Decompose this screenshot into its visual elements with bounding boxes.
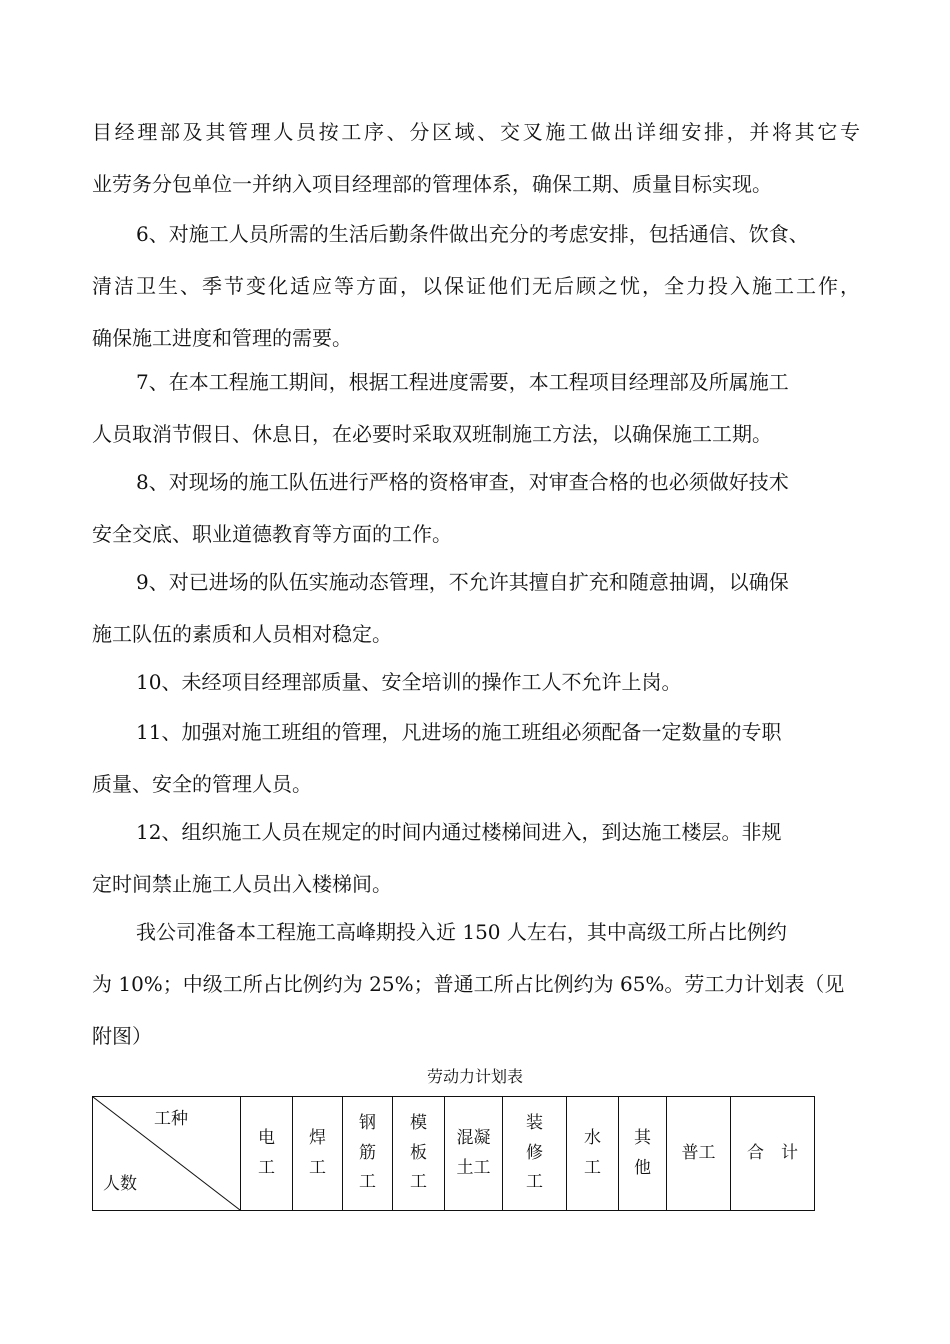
column-header: 焊工 [293,1097,343,1211]
paragraph-line: 12、组织施工人员在规定的时间内通过楼梯间进入，到达施工楼层。非规 [136,820,782,844]
paragraph [92,456,860,560]
paragraph-line: 施工队伍的素质和人员相对稳定。 [92,622,392,646]
column-header: 混凝土工 [445,1097,503,1211]
paragraph-line: 8、对现场的施工队伍进行严格的资格审查，对审查合格的也必须做好技术 [136,470,789,494]
paragraph [92,656,860,708]
paragraph [92,208,860,364]
paragraph-line: 目经理部及其管理人员按工序、分区域、交叉施工做出详细安排，并将其它专 [92,120,860,144]
table-corner-cell [93,1097,241,1211]
paragraph [92,906,860,1062]
column-header: 其他 [619,1097,667,1211]
column-header: 电工 [241,1097,293,1211]
column-header: 普工 [667,1097,731,1211]
paragraph-line: 9、对已进场的队伍实施动态管理，不允许其擅自扩充和随意抽调，以确保 [136,570,789,594]
paragraph [92,806,860,910]
paragraph-line: 安全交底、职业道德教育等方面的工作。 [92,522,452,546]
paragraph-line: 为 10%；中级工所占比例约为 25%；普通工所占比例约为 65%。劳工力计划表（见 [92,972,845,996]
paragraph [92,356,860,460]
table-header-row [93,1097,815,1211]
table-caption: 劳动力计划表 [426,1067,523,1086]
paragraph-line: 6、对施工人员所需的生活后勤条件做出充分的考虑安排，包括通信、饮食、 [136,222,809,246]
column-header: 钢筋工 [343,1097,393,1211]
paragraph [92,106,860,210]
corner-label-trade: 工种 [154,1109,188,1129]
corner-label-count: 人数 [103,1174,137,1195]
paragraph-line: 我公司准备本工程施工高峰期投入近 150 人左右，其中高级工所占比例约 [136,920,787,944]
paragraph-line: 人员取消节假日、休息日，在必要时采取双班制施工方法，以确保施工工期。 [92,422,772,446]
paragraph-line: 11、加强对施工班组的管理，凡进场的施工班组必须配备一定数量的专职 [136,720,782,744]
paragraph [92,706,860,810]
paragraph-line: 7、在本工程施工期间，根据工程进度需要，本工程项目经理部及所属施工 [136,370,789,394]
column-header: 模板工 [393,1097,445,1211]
column-header: 水工 [567,1097,619,1211]
labor-plan-table [92,1096,815,1211]
paragraph-line: 附图） [92,1024,152,1048]
paragraph-line: 10、未经项目经理部质量、安全培训的操作工人不允许上岗。 [136,670,682,694]
paragraph-line: 清洁卫生、季节变化适应等方面，以保证他们无后顾之忧，全力投入施工工作， [92,274,860,298]
paragraph [92,556,860,660]
paragraph-line: 定时间禁止施工人员出入楼梯间。 [92,872,392,896]
paragraph-line: 质量、安全的管理人员。 [92,772,312,796]
column-header: 合 计 [731,1097,815,1211]
column-header: 装修工 [503,1097,567,1211]
paragraph-line: 业劳务分包单位一并纳入项目经理部的管理体系，确保工期、质量目标实现。 [92,172,772,196]
paragraph-line: 确保施工进度和管理的需要。 [92,326,352,350]
